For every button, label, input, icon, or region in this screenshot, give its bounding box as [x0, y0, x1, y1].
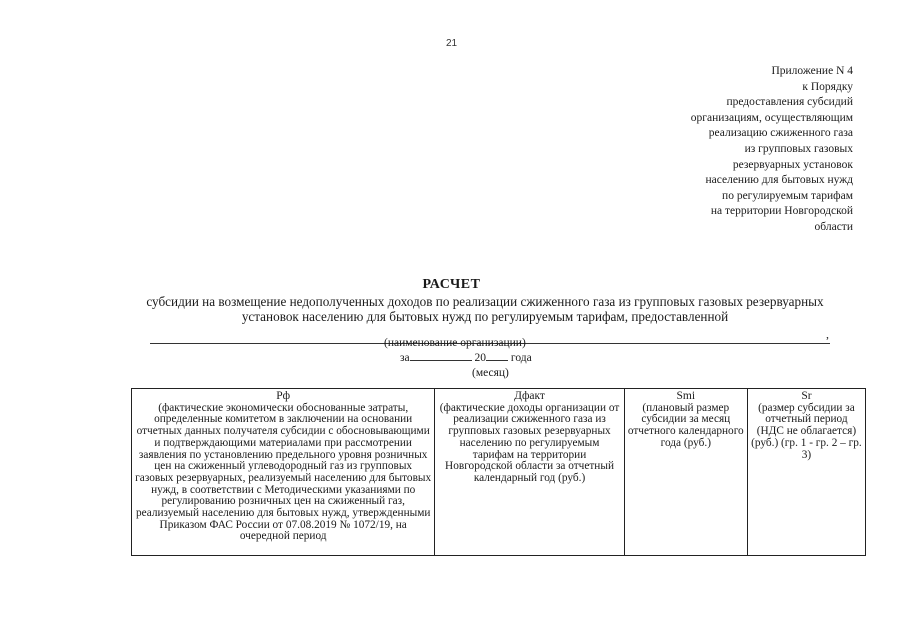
appendix-line: области: [814, 220, 853, 233]
organization-caption: (наименование организации): [384, 337, 526, 349]
appendix-line: населению для бытовых нужд: [705, 174, 853, 187]
appendix-line: из групповых газовых: [744, 142, 853, 155]
column-description: (фактические доходы организации от реализации сжиженного газа из групповых газовых резервуарных населению по регулируемым тарифам на территории Новгородской области за отчетный календарный год (руб.): [439, 401, 620, 484]
organization-line-comma: ,: [826, 327, 829, 341]
year-word: года: [510, 352, 532, 364]
month-caption: (месяц): [472, 367, 509, 379]
appendix-line: по регулируемым тарифам: [722, 189, 853, 202]
appendix-line: на территории Новгородской: [710, 205, 853, 218]
appendix-line: Приложение N 4: [771, 65, 853, 77]
appendix-line: к Порядку: [802, 80, 853, 93]
page-number: 21: [445, 38, 458, 49]
table-cell-sr: [747, 389, 865, 556]
year-prefix: 20: [474, 352, 487, 364]
table-cell-dfakt: [435, 389, 624, 556]
appendix-block: [593, 64, 853, 236]
column-description: (плановый размер субсидии за месяц отчетного календарного года (руб.): [627, 401, 744, 449]
appendix-line: реализацию сжиженного газа: [708, 127, 853, 140]
table-cell-rf: [132, 389, 435, 556]
column-code: Smi: [676, 390, 696, 402]
period-for-label: за: [400, 352, 410, 364]
table-cell-smi: [624, 389, 747, 556]
document-title: РАСЧЕТ: [422, 277, 481, 292]
column-code: Sr: [801, 390, 812, 402]
period-line: [400, 350, 532, 364]
column-description: (фактические экономически обоснованные затраты, определенные комитетом в заключении на основании отчетных данных получателя субсидии с обосновывающими и подтверждающими материалами при рассмотрении заявления по установлению предельного уровня розничных цен на сжиженный углеводородный газ из групповых газовых резервуарных, реализуемый населению для бытовых нужд, в соответствии с Методическими указаниями по регулированию розничных цен на сжиженный газ, реализуемый населению для бытовых нужд, утвержденными Приказом ФАС России от 07.08.2019 № 1072/19, на очередной период: [135, 401, 432, 543]
column-description: (размер субсидии за отчетный период (НДС не облагается) (руб.) (гр. 1 - гр. 2 – гр. 3): [751, 401, 862, 461]
column-code: Дфакт: [514, 390, 545, 402]
document-subtitle: субсидии на возмещение недополученных доходов по реализации сжиженного газа из групповых газовых резервуарных установок населению для бытовых нужд по регулируемым тарифам, предоставленной: [146, 294, 824, 324]
appendix-line: резервуарных установок: [732, 158, 853, 171]
year-blank: [486, 350, 508, 361]
calculation-table: [131, 388, 866, 556]
table-row: [132, 389, 866, 556]
appendix-line: предоставления субсидий: [726, 96, 853, 109]
appendix-line: организациям, осуществляющим: [690, 111, 853, 124]
column-code: Рф: [276, 390, 291, 402]
month-blank: [410, 350, 472, 361]
